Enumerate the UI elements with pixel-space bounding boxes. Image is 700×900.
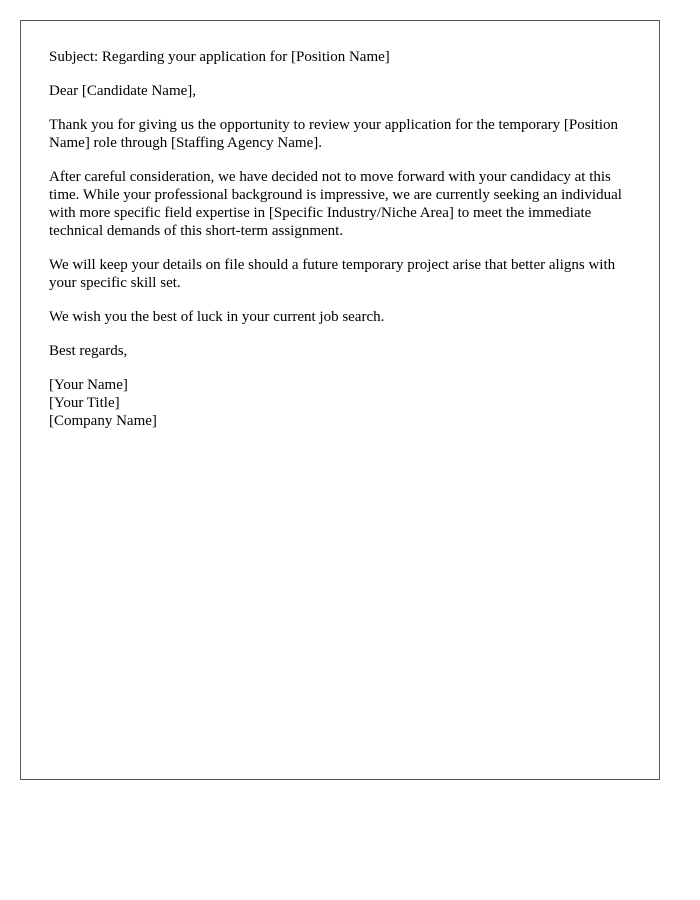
letter-subject: Subject: Regarding your application for [Position Name] bbox=[49, 49, 390, 65]
letter-paragraph: After careful consideration, we have decided not to move forward with your candidacy at this time. While your professional background is impressive, we are currently seeking an individual with more specific field expertise in [Specific Industry/Niche Area] to meet the immediate technical demands of this short-term assignment. bbox=[49, 169, 622, 239]
letter-closing: Best regards, bbox=[49, 343, 128, 359]
signature-title: [Your Title] bbox=[49, 395, 120, 411]
letter-paragraph: Thank you for giving us the opportunity to review your application for the temporary [Position Name] role through [Staffing Agency Name]. bbox=[49, 117, 619, 151]
signature-name: [Your Name] bbox=[49, 377, 128, 393]
signature-company: [Company Name] bbox=[49, 413, 157, 429]
letter-greeting: Dear [Candidate Name], bbox=[49, 83, 197, 99]
signature-block bbox=[49, 376, 639, 430]
letter-paragraph: We will keep your details on file should a future temporary project arise that better aligns with your specific skill set. bbox=[49, 257, 616, 291]
letter-page bbox=[20, 20, 660, 780]
letter-paragraph: We wish you the best of luck in your current job search. bbox=[49, 309, 385, 325]
letter-body bbox=[49, 48, 639, 430]
